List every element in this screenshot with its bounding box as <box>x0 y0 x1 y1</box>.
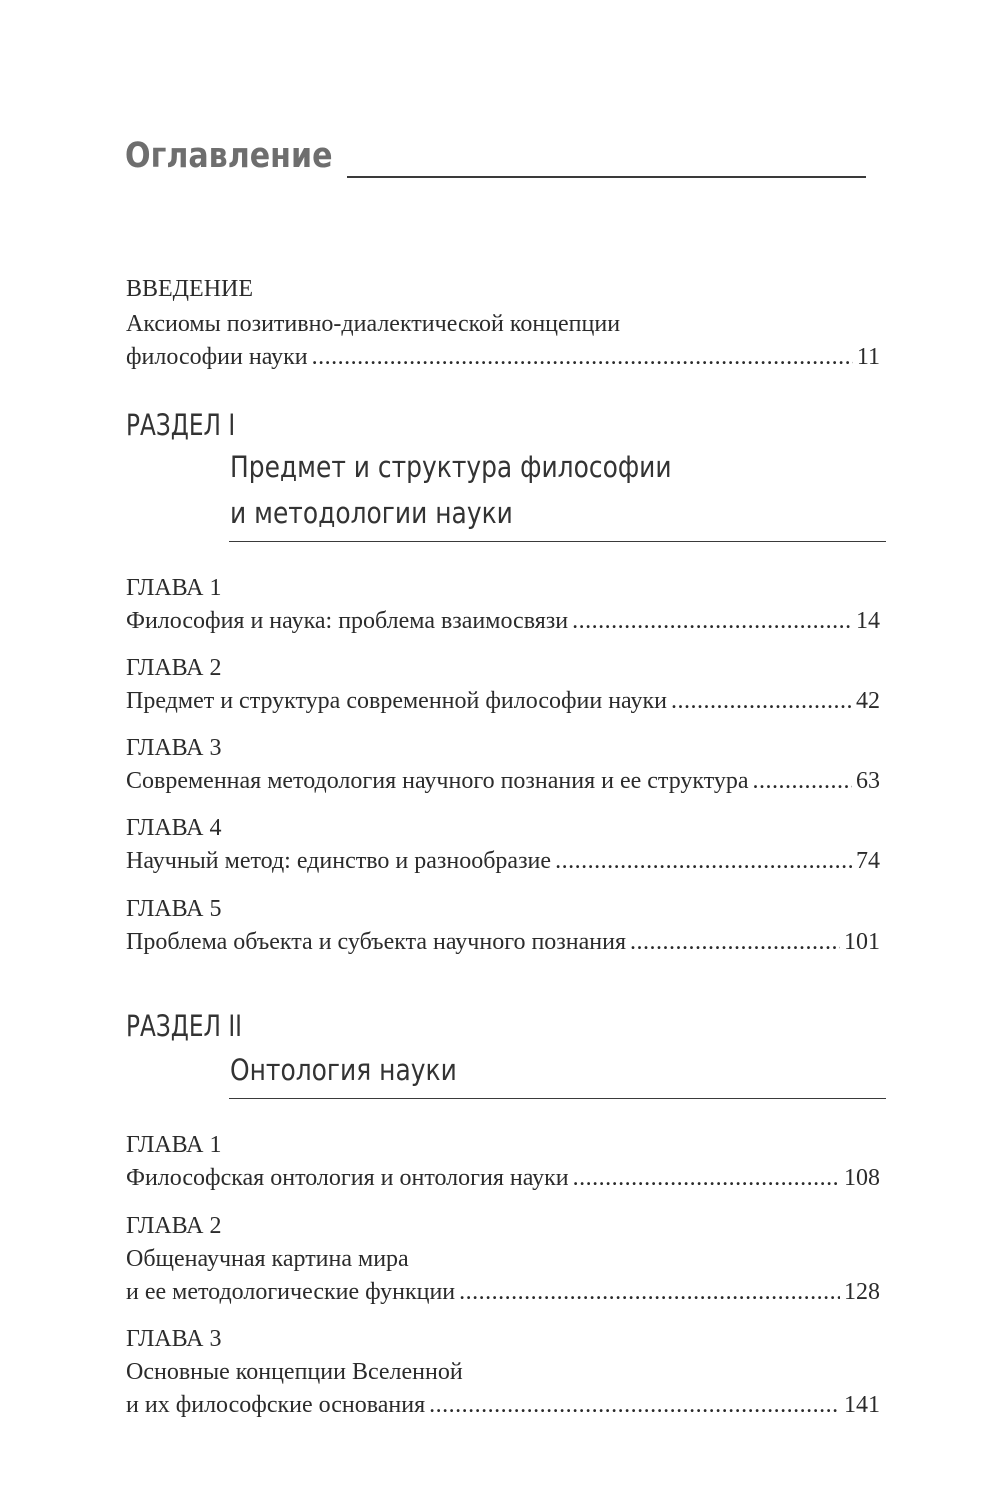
toc-entry-title: философии науки <box>126 344 308 370</box>
toc-entry-title: Предмет и структура современной философии науки <box>126 688 667 714</box>
dot-leader <box>671 685 852 717</box>
toc-entry-title: и ее методологические функции <box>126 1279 456 1305</box>
section-title-line2: и методологии науки <box>230 496 513 530</box>
section-label: РАЗДЕЛ I <box>126 408 236 442</box>
chapter-label: ГЛАВА 3 <box>126 735 222 761</box>
toc-entry-title: Современная методология научного познания и ее структура <box>126 768 749 794</box>
page-number: 11 <box>856 344 880 370</box>
dot-leader <box>555 845 852 877</box>
page-number: 128 <box>844 1279 880 1305</box>
page-number: 42 <box>856 688 880 714</box>
page-number: 63 <box>856 768 880 794</box>
dot-leader <box>630 926 840 958</box>
section-title-line1: Предмет и структура философии <box>230 450 672 484</box>
intro-label: ВВЕДЕНИЕ <box>126 276 254 302</box>
page-number: 108 <box>844 1165 880 1191</box>
intro-title-line1: Аксиомы позитивно-диалектической концепции <box>126 311 621 337</box>
toc-entry-title: Философская онтология и онтология науки <box>126 1165 569 1191</box>
chapter-label: ГЛАВА 2 <box>126 655 222 681</box>
toc-entry-intro[interactable] <box>126 341 880 373</box>
chapter-label: ГЛАВА 1 <box>126 575 222 601</box>
toc-entry-title: Научный метод: единство и разнообразие <box>126 848 552 874</box>
toc-entry-title-line1: Общенаучная картина мира <box>126 1246 409 1272</box>
chapter-label: ГЛАВА 3 <box>126 1326 222 1352</box>
chapter-label: ГЛАВА 5 <box>126 896 222 922</box>
toc-entry-title: и их философские основания <box>126 1392 426 1418</box>
page-number: 101 <box>844 929 880 955</box>
dot-leader <box>429 1389 840 1421</box>
toc-entry[interactable] <box>126 926 880 958</box>
dot-leader <box>572 605 852 637</box>
dot-leader <box>573 1162 840 1194</box>
dot-leader <box>753 765 852 797</box>
section-underline <box>229 1098 886 1099</box>
chapter-label: ГЛАВА 2 <box>126 1213 222 1239</box>
toc-entry[interactable] <box>126 845 880 877</box>
toc-entry-title: Философия и наука: проблема взаимосвязи <box>126 608 569 634</box>
title-underline <box>347 176 866 178</box>
chapter-label: ГЛАВА 4 <box>126 815 222 841</box>
section-underline <box>229 541 886 542</box>
toc-entry[interactable] <box>126 605 880 637</box>
toc-entry[interactable] <box>126 685 880 717</box>
toc-entry[interactable] <box>126 765 880 797</box>
section-label: РАЗДЕЛ II <box>126 1009 243 1043</box>
section-title-line1: Онтология науки <box>230 1053 457 1087</box>
dot-leader <box>459 1276 840 1308</box>
toc-entry[interactable] <box>126 1389 880 1421</box>
chapter-label: ГЛАВА 1 <box>126 1132 222 1158</box>
toc-entry[interactable] <box>126 1276 880 1308</box>
dot-leader <box>312 341 853 373</box>
toc-entry[interactable] <box>126 1162 880 1194</box>
page-number: 141 <box>844 1392 880 1418</box>
page-title: Оглавление <box>125 136 333 176</box>
page-number: 14 <box>856 608 880 634</box>
toc-entry-title-line1: Основные концепции Вселенной <box>126 1359 463 1385</box>
toc-entry-title: Проблема объекта и субъекта научного познания <box>126 929 627 955</box>
page-number: 74 <box>856 848 880 874</box>
